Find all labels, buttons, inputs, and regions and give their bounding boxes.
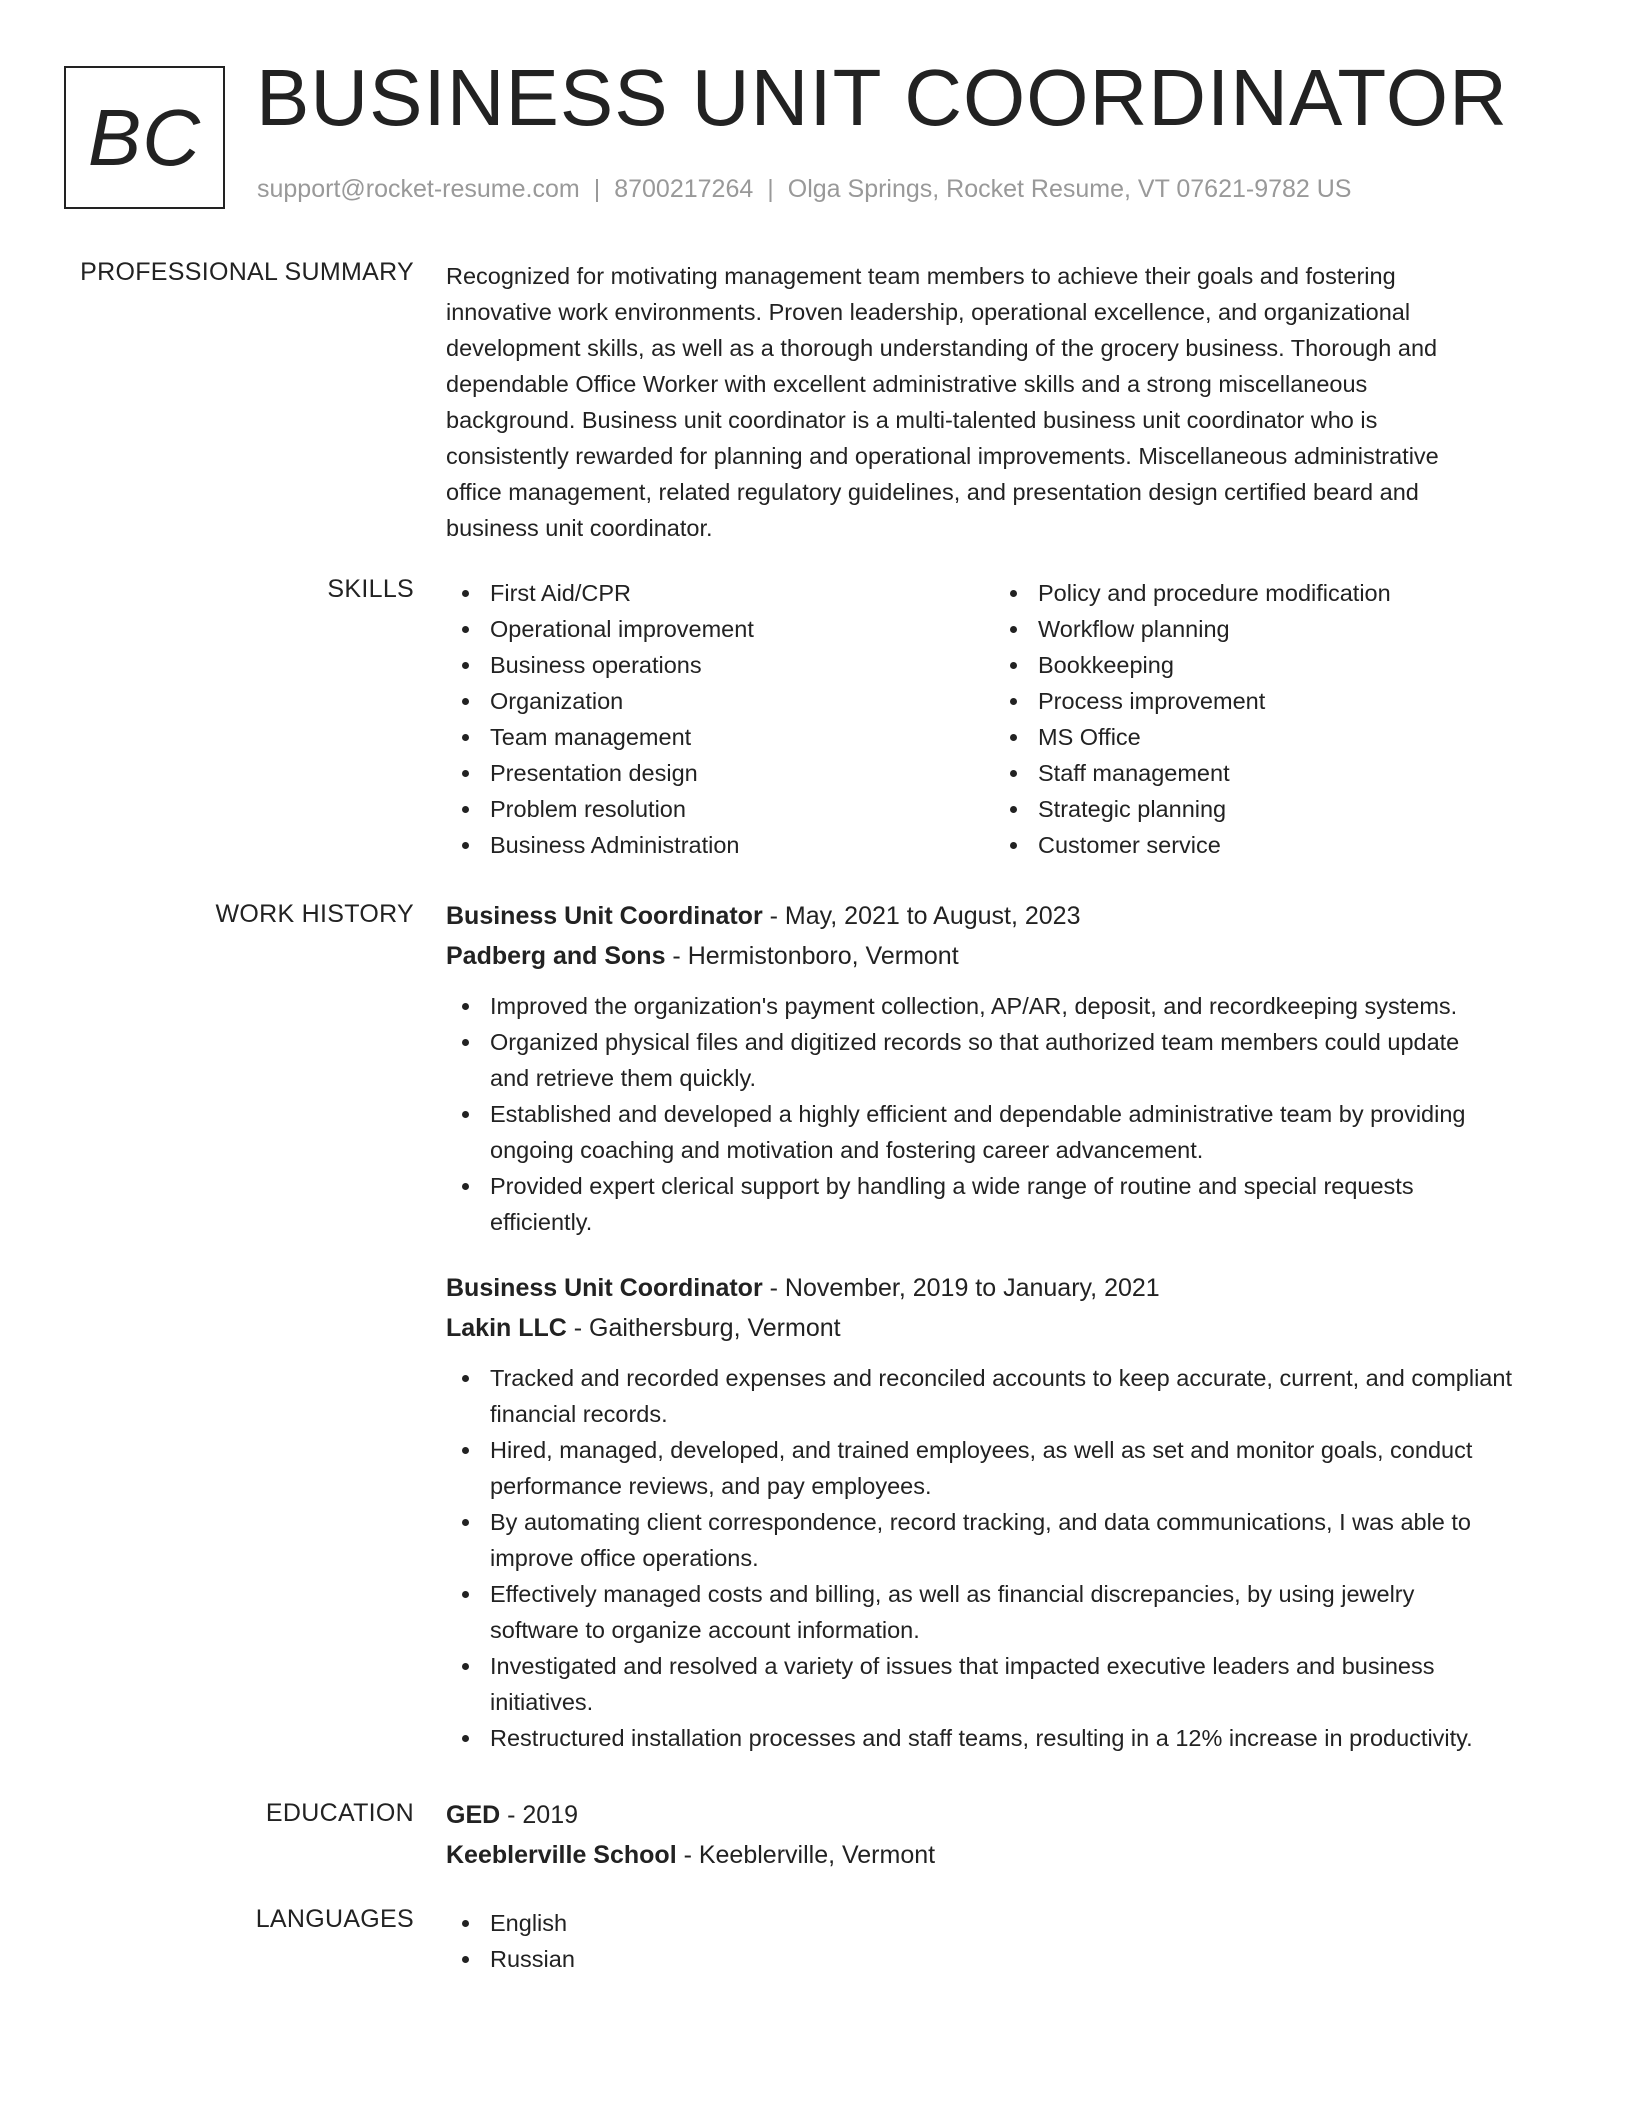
job-bullets [446,1360,1566,1756]
bullet-line: By automating client correspondence, record tracking, and data communications, I was able to [490,1509,1471,1535]
summary-line: Recognized for motivating management team members to achieve their goals and fostering [446,263,1396,289]
summary-line: consistently rewarded for planning and operational improvements. Miscellaneous administrative [446,443,1439,469]
contact-phone: 8700217264 [614,175,754,203]
contact-line [257,175,1352,204]
job-title-line [446,896,1566,936]
job-dates: - May, 2021 to August, 2023 [762,902,1081,930]
job-bullet [446,1168,1566,1240]
languages-body [446,1905,1566,1977]
bullet-line: Restructured installation processes and staff teams, resulting in a 12% increase in productivity. [490,1725,1473,1751]
job-bullet [446,1432,1566,1504]
skill-item: First Aid/CPR [446,575,994,611]
job-bullet [446,1720,1566,1756]
bullet-line: Hired, managed, developed, and trained employees, as well as set and monitor goals, conduct [490,1437,1473,1463]
job-bullets [446,988,1566,1240]
education-degree: GED [446,1801,501,1829]
contact-separator: | [593,175,601,203]
job-bullet [446,1096,1566,1168]
job-role: Business Unit Coordinator [446,1274,763,1302]
job-company-line [446,936,1566,976]
skill-item: MS Office [994,719,1542,755]
contact-email: support@rocket-resume.com [257,175,580,203]
work-history-body [446,896,1566,1756]
job-entry [446,896,1566,1240]
bullet-line: Organized physical files and digitized records so that authorized team members could update [490,1029,1460,1055]
skills-column-right [994,575,1542,863]
bullet-line: initiatives. [490,1689,594,1715]
skill-item: Problem resolution [446,791,994,827]
job-company: Padberg and Sons [446,942,666,970]
bullet-line: ongoing coaching and motivation and fostering career advancement. [490,1137,1204,1163]
job-bullet [446,1576,1566,1648]
bullet-line: Improved the organization's payment collection, AP/AR, deposit, and recordkeeping systems. [490,993,1458,1019]
bullet-line: Tracked and recorded expenses and reconciled accounts to keep accurate, current, and compliant [490,1365,1512,1391]
skill-item: Bookkeeping [994,647,1542,683]
education-degree-line [446,1795,1566,1835]
job-title-line [446,1268,1566,1308]
bullet-line: performance reviews, and pay employees. [490,1473,932,1499]
bullet-line: Established and developed a highly efficient and dependable administrative team by providing [490,1101,1466,1127]
monogram-box [64,66,225,209]
skill-item: Business Administration [446,827,994,863]
contact-separator: | [767,175,774,203]
skill-item: Team management [446,719,994,755]
skill-item: Process improvement [994,683,1542,719]
summary-line: office management, related regulatory guidelines, and presentation design certified beard and [446,479,1419,505]
summary-line: development skills, as well as a thorough understanding of the grocery business. Thorough and [446,335,1438,361]
job-bullet [446,1504,1566,1576]
skill-item: Organization [446,683,994,719]
job-location: - Gaithersburg, Vermont [566,1314,841,1342]
skill-item: Staff management [994,755,1542,791]
skill-item: Strategic planning [994,791,1542,827]
bullet-line: Investigated and resolved a variety of issues that impacted executive leaders and business [490,1653,1435,1679]
bullet-line: financial records. [490,1401,668,1427]
section-title-work: WORK HISTORY [215,900,414,928]
skills-column-left [446,575,994,863]
skill-item: Operational improvement [446,611,994,647]
language-item: Russian [446,1941,1566,1977]
job-dates: - November, 2019 to January, 2021 [762,1274,1160,1302]
bullet-line: Effectively managed costs and billing, as well as financial discrepancies, by using jewelry [490,1581,1415,1607]
job-bullet [446,1648,1566,1720]
skill-item: Presentation design [446,755,994,791]
bullet-line: software to organize account information. [490,1617,920,1643]
education-school: Keeblerville School [446,1841,677,1869]
monogram-initials: BC [87,92,202,182]
summary-text [446,258,1566,546]
education-body [446,1795,1566,1875]
job-location: - Hermistonboro, Vermont [665,942,959,970]
education-year: - 2019 [500,1801,579,1829]
section-title-skills: SKILLS [327,575,414,603]
job-role: Business Unit Coordinator [446,902,763,930]
section-title-languages: LANGUAGES [255,1905,414,1933]
skill-item: Policy and procedure modification [994,575,1542,611]
bullet-line: improve office operations. [490,1545,759,1571]
skill-item: Workflow planning [994,611,1542,647]
skills-list [446,575,1566,863]
education-school-line [446,1835,1566,1875]
job-bullet [446,1024,1566,1096]
summary-line: business unit coordinator. [446,515,713,541]
skill-item: Business operations [446,647,994,683]
language-item: English [446,1905,1566,1941]
bullet-line: efficiently. [490,1209,593,1235]
job-bullet [446,1360,1566,1432]
bullet-line: Provided expert clerical support by handling a wide range of routine and special requests [490,1173,1414,1199]
job-bullet [446,988,1566,1024]
skill-item: Customer service [994,827,1542,863]
bullet-line: and retrieve them quickly. [490,1065,757,1091]
job-entry [446,1268,1566,1756]
summary-line: dependable Office Worker with excellent administrative skills and a strong miscellaneous [446,371,1368,397]
education-location: - Keeblerville, Vermont [676,1841,936,1869]
languages-list [446,1905,1566,1977]
section-title-education: EDUCATION [265,1799,414,1827]
summary-line: innovative work environments. Proven leadership, operational excellence, and organizational [446,299,1411,325]
section-title-summary: PROFESSIONAL SUMMARY [80,258,414,286]
resume-name: BUSINESS UNIT COORDINATOR [256,53,1508,142]
contact-address: Olga Springs, Rocket Resume, VT 07621-9782 US [787,175,1352,203]
summary-line: background. Business unit coordinator is a multi-talented business unit coordinator who is [446,407,1378,433]
job-company-line [446,1308,1566,1348]
job-company: Lakin LLC [446,1314,567,1342]
